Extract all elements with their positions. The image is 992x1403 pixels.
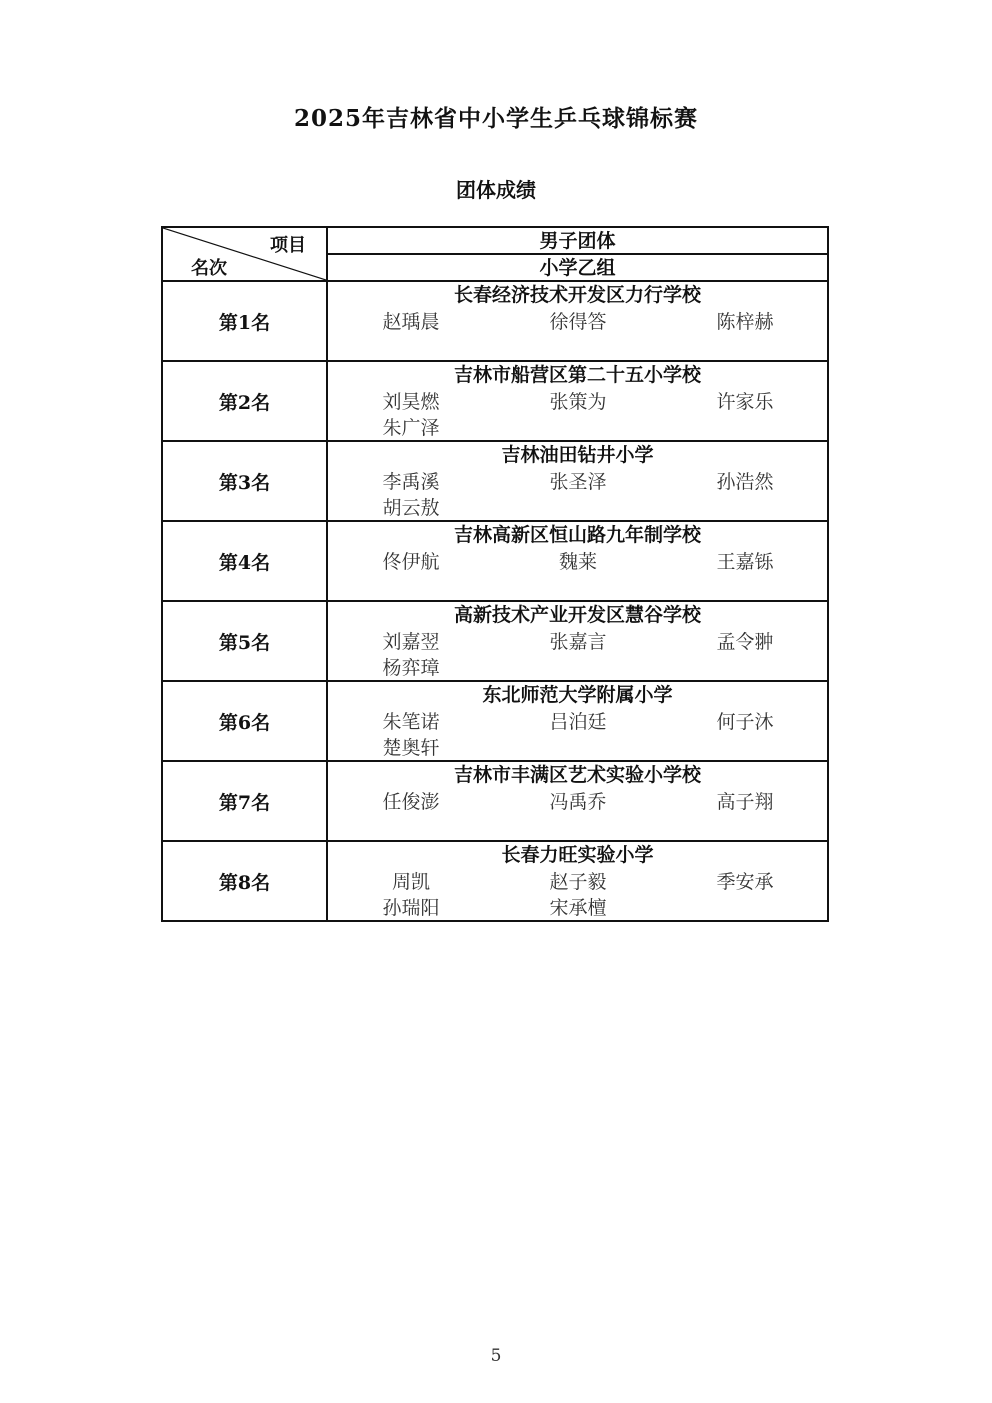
corner-label-event: 项目 <box>270 235 306 256</box>
rank-cell: 第4名 <box>162 521 327 601</box>
player-name: 陈梓赫 <box>716 311 774 333</box>
team-cell <box>327 281 828 361</box>
player-name: 胡云敖 <box>382 497 440 519</box>
player-name: 高子翔 <box>716 791 774 813</box>
rank-cell: 第2名 <box>162 361 327 441</box>
school-name: 东北师范大学附属小学 <box>482 684 673 706</box>
player-list <box>328 309 827 359</box>
document-title: 2025年吉林省中小学生乒乓球锦标赛 <box>293 105 698 132</box>
school-name: 高新技术产业开发区慧谷学校 <box>453 604 701 626</box>
team-cell <box>327 761 828 841</box>
results-table <box>161 226 829 922</box>
section-subtitle: 团体成绩 <box>456 178 536 202</box>
player-name: 孙浩然 <box>716 471 774 493</box>
player-list <box>328 789 827 839</box>
player-name: 张策为 <box>549 391 607 413</box>
team-cell <box>327 441 828 521</box>
player-name: 魏莱 <box>558 551 597 573</box>
school-name: 长春经济技术开发区力行学校 <box>453 284 701 306</box>
player-name: 李禹溪 <box>382 471 440 493</box>
event-header: 男子团体 <box>327 227 828 254</box>
team-cell <box>327 601 828 681</box>
school-name: 长春力旺实验小学 <box>501 844 654 866</box>
rank-cell: 第3名 <box>162 441 327 521</box>
player-name: 赵子毅 <box>549 871 607 893</box>
player-name: 季安承 <box>716 871 774 893</box>
player-name: 冯禹乔 <box>549 791 607 813</box>
player-name: 朱广泽 <box>382 417 440 439</box>
player-list <box>328 469 827 519</box>
corner-label-rank: 名次 <box>191 258 227 279</box>
player-name: 王嘉铄 <box>716 551 774 573</box>
school-name: 吉林市丰满区艺术实验小学校 <box>453 764 701 786</box>
player-name: 赵瑀晨 <box>382 311 440 333</box>
school-name: 吉林高新区恒山路九年制学校 <box>453 524 701 546</box>
group-header: 小学乙组 <box>327 254 828 281</box>
header-row-event <box>162 227 828 254</box>
player-list <box>328 549 827 599</box>
player-name: 张嘉言 <box>549 631 607 653</box>
team-cell <box>327 521 828 601</box>
rank-cell: 第8名 <box>162 841 327 921</box>
player-name: 朱笔诺 <box>382 711 440 733</box>
rank-cell: 第6名 <box>162 681 327 761</box>
player-name: 徐得答 <box>549 311 607 333</box>
team-cell <box>327 361 828 441</box>
table-row <box>162 361 828 441</box>
player-name: 宋承檀 <box>549 897 607 919</box>
table-row <box>162 601 828 681</box>
player-name: 杨弈璋 <box>382 657 440 679</box>
player-name: 张圣泽 <box>549 471 607 493</box>
table-row <box>162 681 828 761</box>
player-name: 孟令翀 <box>716 631 774 653</box>
table-row <box>162 841 828 921</box>
rank-cell: 第7名 <box>162 761 327 841</box>
player-list <box>328 869 827 919</box>
player-list <box>328 389 827 439</box>
player-name: 佟伊航 <box>382 551 440 573</box>
player-name: 何子沐 <box>716 711 774 733</box>
school-name: 吉林市船营区第二十五小学校 <box>453 364 701 386</box>
player-name: 刘嘉翌 <box>382 631 440 653</box>
player-name: 周凯 <box>391 871 430 893</box>
corner-header-cell <box>162 227 327 281</box>
player-name: 楚奥轩 <box>382 737 440 759</box>
table-row <box>162 521 828 601</box>
player-list <box>328 629 827 679</box>
player-name: 刘昊燃 <box>382 391 440 413</box>
player-name: 孙瑞阳 <box>382 897 440 919</box>
player-name: 任俊澎 <box>382 791 440 813</box>
rank-cell: 第5名 <box>162 601 327 681</box>
table-row <box>162 441 828 521</box>
school-name: 吉林油田钻井小学 <box>501 444 654 466</box>
team-cell <box>327 681 828 761</box>
player-name: 吕泊廷 <box>549 711 607 733</box>
page-number: 5 <box>490 1346 502 1366</box>
table-row <box>162 761 828 841</box>
player-list <box>328 709 827 759</box>
team-cell <box>327 841 828 921</box>
player-name: 许家乐 <box>716 391 774 413</box>
rank-cell: 第1名 <box>162 281 327 361</box>
table-row <box>162 281 828 361</box>
